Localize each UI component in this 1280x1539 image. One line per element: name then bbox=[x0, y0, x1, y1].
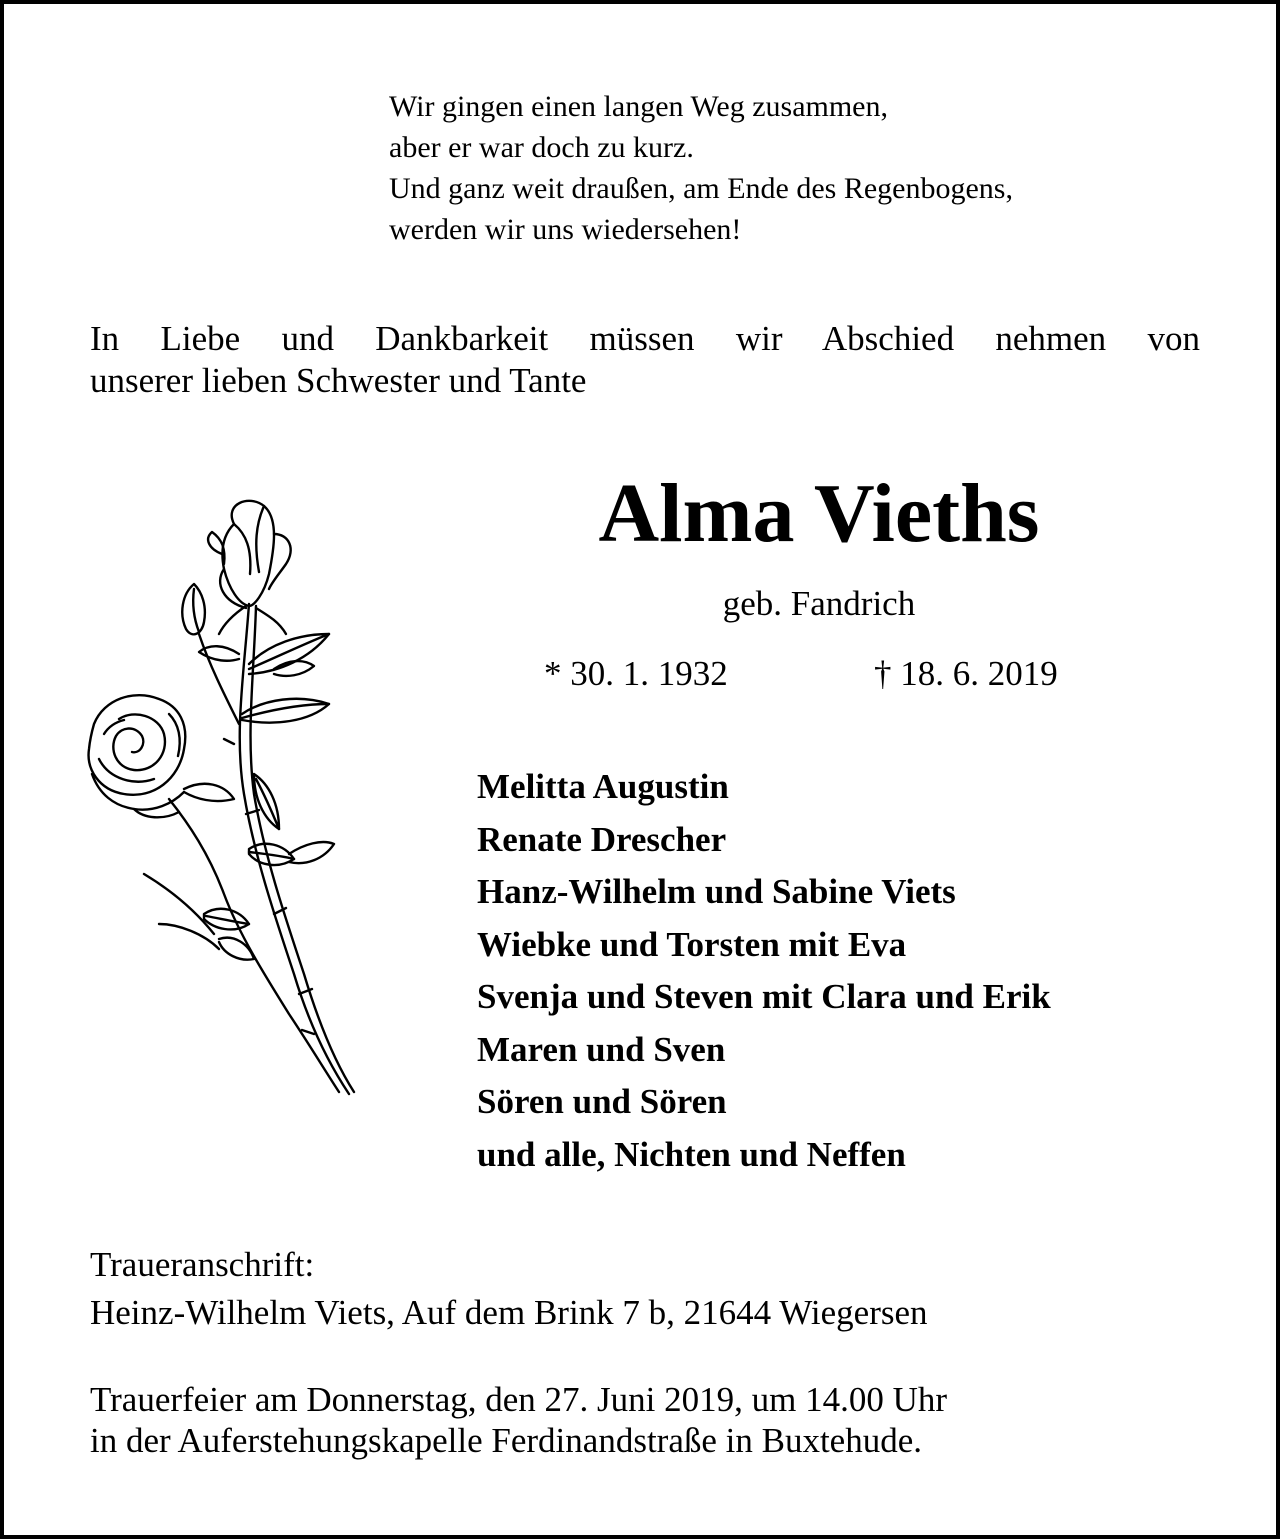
mourner: Sören und Sören bbox=[477, 1082, 727, 1121]
intro-text bbox=[90, 318, 1200, 402]
intro-line-1: In Liebe und Dankbarkeit müssen wir Abschied nehmen von bbox=[90, 319, 1200, 358]
maiden-name: geb. Fandrich bbox=[722, 584, 916, 623]
deceased-name: Alma Vieths bbox=[598, 467, 1040, 560]
mourner: Wiebke und Torsten mit Eva bbox=[477, 924, 907, 964]
poem-line: aber er war doch zu kurz. bbox=[389, 131, 694, 164]
poem-line: Und ganz weit draußen, am Ende des Regenbogens, bbox=[389, 172, 1013, 205]
address-label: Traueranschrift: bbox=[90, 1245, 315, 1284]
mourner: Maren und Sven bbox=[477, 1029, 726, 1069]
funeral-info bbox=[90, 1379, 947, 1461]
mourning-address bbox=[90, 1241, 928, 1337]
mourners-list bbox=[477, 761, 1051, 1181]
mourner: und alle, Nichten und Neffen bbox=[477, 1134, 906, 1174]
death-date: † 18. 6. 2019 bbox=[874, 654, 1058, 693]
address-value: Heinz-Wilhelm Viets, Auf dem Brink 7 b, 21644 Wiegersen bbox=[90, 1293, 928, 1332]
mourner: Hanz-Wilhelm und Sabine Viets bbox=[477, 872, 956, 911]
mourner: Melitta Augustin bbox=[477, 767, 729, 806]
mourner: Svenja und Steven mit Clara und Erik bbox=[477, 977, 1051, 1016]
poem-line: Wir gingen einen langen Weg zusammen, bbox=[389, 90, 888, 123]
funeral-line-2: in der Auferstehungskapelle Ferdinandstraße in Buxtehude. bbox=[90, 1421, 923, 1460]
rose-illustration-icon bbox=[74, 494, 364, 1104]
mourner: Renate Drescher bbox=[477, 819, 727, 859]
poem-line: werden wir uns wiedersehen! bbox=[389, 213, 742, 246]
intro-line-2: unserer lieben Schwester und Tante bbox=[90, 361, 587, 400]
poem bbox=[389, 86, 1013, 250]
funeral-line-1: Trauerfeier am Donnerstag, den 27. Juni 2019, um 14.00 Uhr bbox=[90, 1380, 948, 1419]
birth-date: * 30. 1. 1932 bbox=[544, 654, 728, 693]
